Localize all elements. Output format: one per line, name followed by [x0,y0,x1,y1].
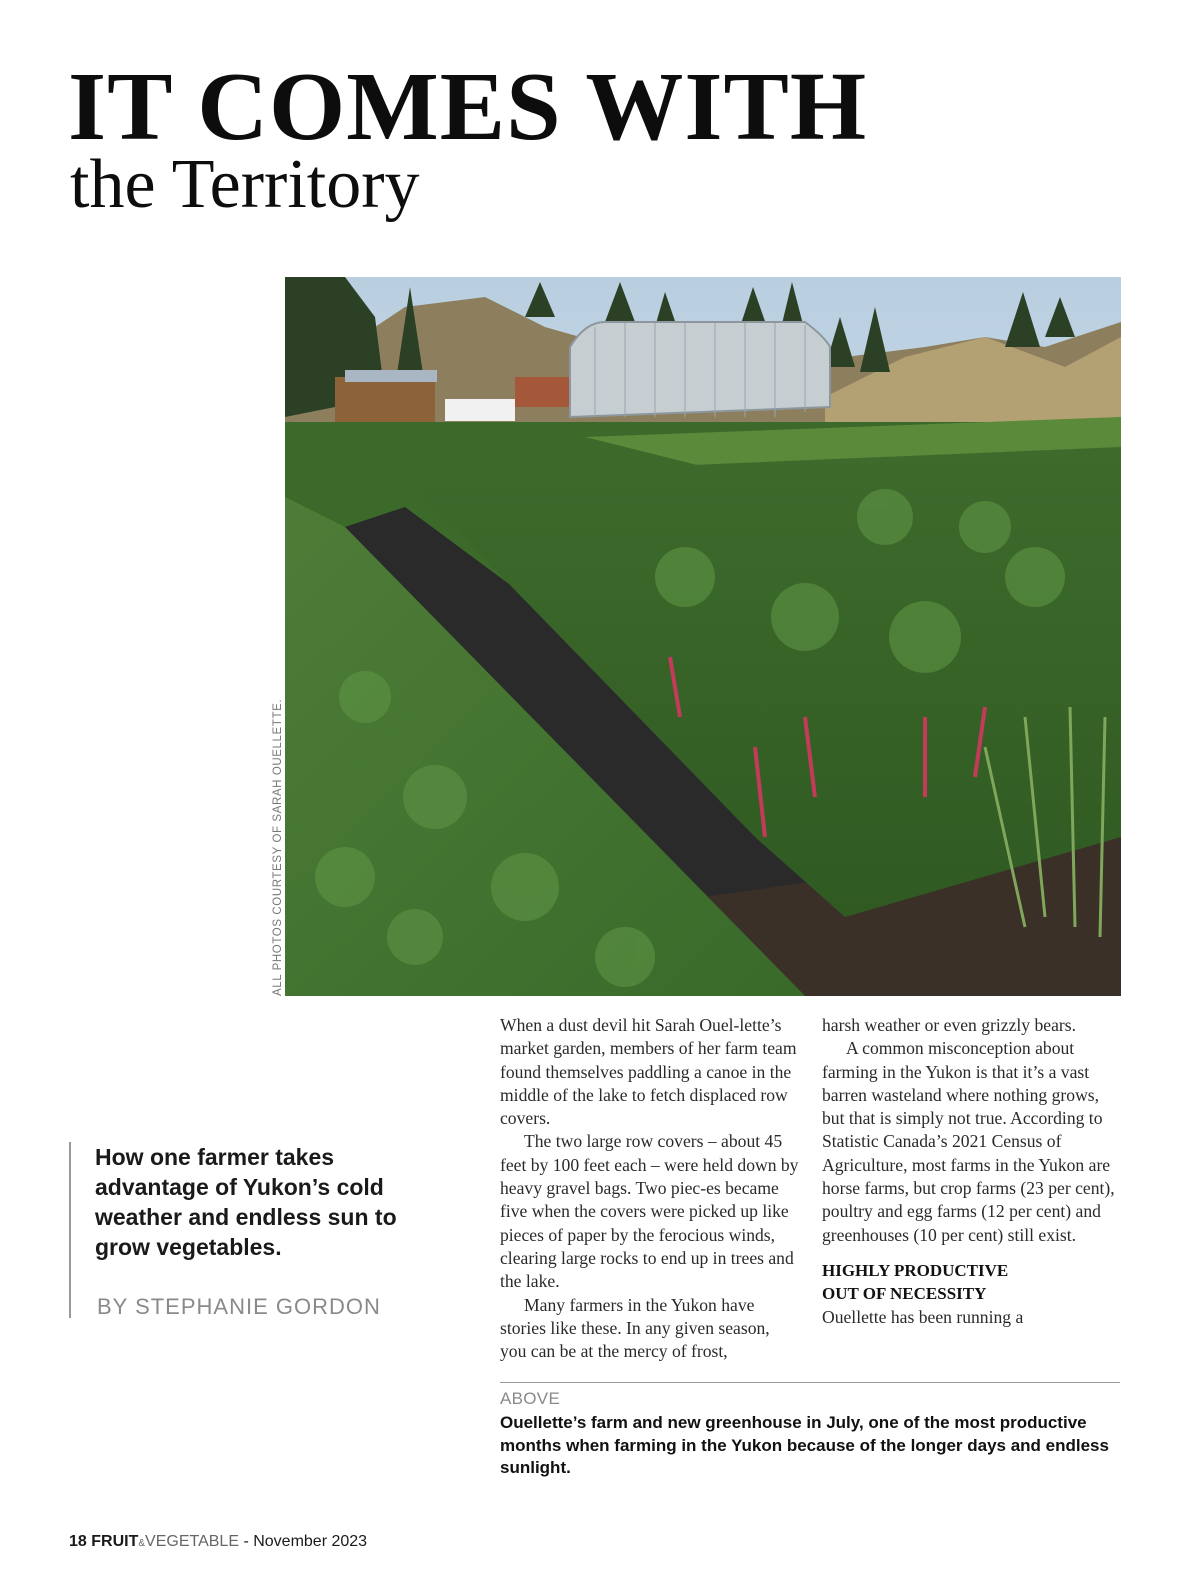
body-column-2 [822,1014,1122,1329]
deck-text: How one farmer takes advantage of Yukon’s cold weather and endless sun to grow vegetables. [95,1144,397,1260]
page-footer [69,1533,367,1551]
body-paragraph: When a dust devil hit Sarah Ouel-lette’s market garden, members of her farm team found themselves paddling a canoe in the middle of the lake to fetch displaced row covers. [500,1015,797,1129]
body-paragraph: Ouellette has been running a [822,1306,1024,1327]
body-paragraph: The two large row covers – about 45 feet by 100 feet each – were held down by heavy gravel bags. Two piec-es became five when the covers were picked up like pieces of paper by the ferocious winds, clearing large rocks to end up in trees and the lake. [500,1131,799,1292]
photo-credit: ALL PHOTOS COURTESY OF SARAH OUELLETTE. [272,698,284,996]
body-paragraph: A common misconception about farming in the Yukon is that it’s a vast barren wasteland where nothing grows, but that is simply not true. According to Statistic Canada’s 2021 Census of Agriculture, most farms in the Yukon are horse farms, but crop farms (23 per cent), poultry and egg farms (12 per cent) and greenhouses (10 per cent) still exist. [822,1038,1115,1245]
headline-subtitle: the Territory [70,146,420,223]
magazine-name-part1: FRUIT [91,1533,139,1550]
section-heading: HIGHLY PRODUCTIVE OUT OF NECESSITY [822,1260,1009,1304]
issue-date: - November 2023 [243,1533,368,1550]
article-deck [69,1142,399,1318]
magazine-ampersand: & [138,1538,146,1549]
magazine-name-part2: VEGETABLE [145,1533,239,1550]
caption-divider [500,1382,1120,1383]
caption-label: ABOVE [500,1389,561,1408]
body-paragraph: Many farmers in the Yukon have stories like these. In any given season, you can be at the mercy of frost, [500,1294,770,1362]
headline-title: IT COMES WITH [68,53,868,161]
byline: BY STEPHANIE GORDON [97,1294,381,1319]
body-paragraph: harsh weather or even grizzly bears. [822,1015,1077,1035]
caption-text: Ouellette’s farm and new greenhouse in July, one of the most productive months when farming in the Yukon because of the longer days and endless sunlight. [500,1413,1109,1477]
farm-photo [285,277,1121,996]
body-column-1 [500,1014,800,1363]
page-number: 18 [69,1533,87,1550]
